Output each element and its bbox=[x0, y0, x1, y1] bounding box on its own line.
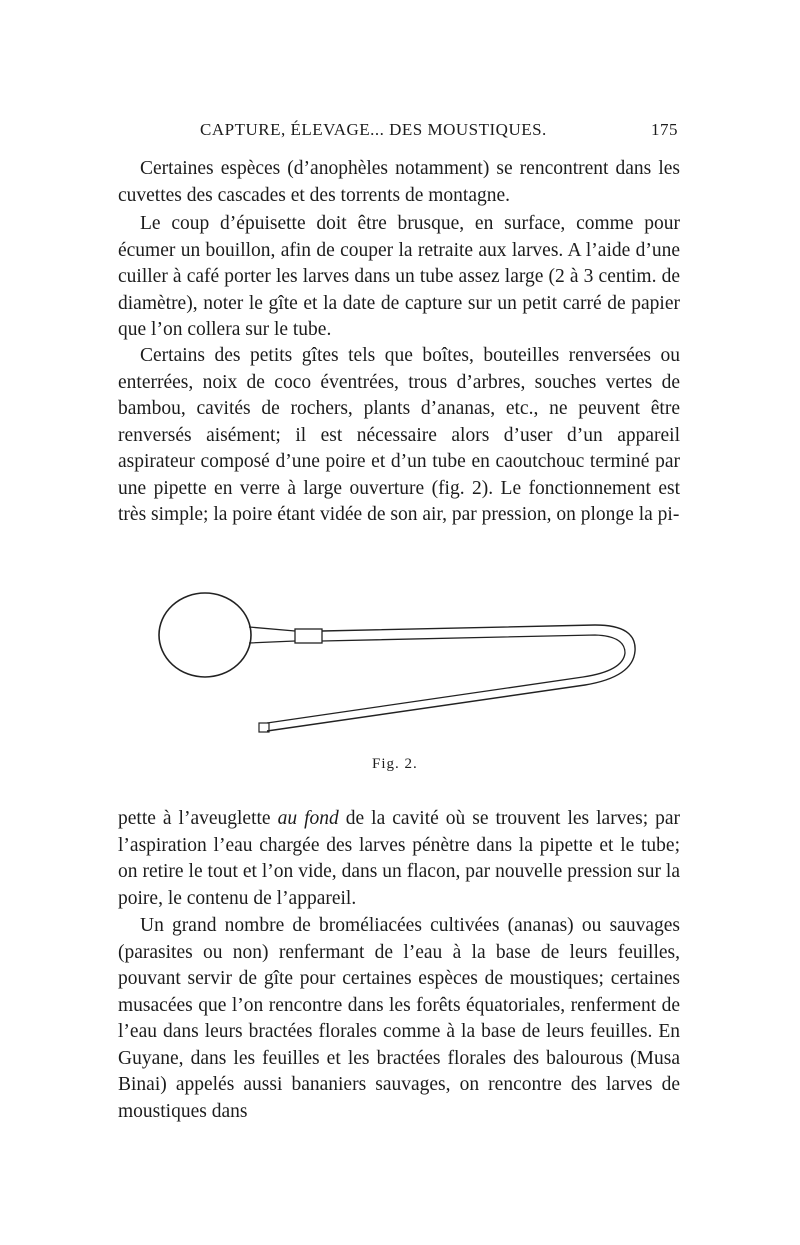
paragraph-5: Un grand nombre de broméliacées cultivées (ananas) ou sauvages (parasites ou non) renfermant de l’eau à la base de leurs feuilles, pouvant servir de gîte pour certaines espèces de moustiques; certaines musacées que l’on rencontre dans les forêts équatoriales, renferment de l’eau dans leurs bractées florales comme à la base de leurs feuilles. En Guyane, dans les feuilles et les bractées florales des balourous (Musa Binai) appelés aussi bananiers sauvages, on rencontre des larves de moustiques dans bbox=[118, 915, 680, 1122]
bulb-shape bbox=[159, 593, 251, 677]
page-number: 175 bbox=[651, 120, 678, 139]
running-header bbox=[118, 120, 678, 146]
paragraph-3: Certains des petits gîtes tels que boîtes, bouteilles renversées ou enterrées, noix de coco éventrées, trous d’arbres, souches vertes de bambou, cavités de rochers, plants d’ananas, etc., ne peuvent être renversés aisément; il est nécessaire alors d’user d’un appareil aspirateur composé d’une poire et d’un tube en caoutchouc terminé par une pipette en verre à large ouverture (fig. 2). Le fonctionnement est très simple; la poire étant vidée de son air, par pression, on plonge la pi- bbox=[118, 345, 680, 525]
tube-inner bbox=[267, 635, 625, 723]
paragraph-1: Certaines espèces (d’anophèles notamment) se rencontrent dans les cuvettes des cascades et des torrents de montagne. bbox=[118, 158, 680, 206]
paragraph-4 bbox=[118, 806, 680, 912]
running-title: CAPTURE, ÉLEVAGE... DES MOUSTIQUES. bbox=[200, 120, 547, 139]
p4-text-end: de la cavité où se trouvent les larves; par l’aspiration l’eau chargée des larves pénètre dans la pipette et le tube; on retire le tout et l’on vide, dans un flacon, par nouvelle pression sur la poire, le contenu de l’appareil. bbox=[118, 808, 681, 909]
connector bbox=[295, 629, 322, 643]
p4-italic: au fond bbox=[277, 808, 339, 829]
aspirator-figure bbox=[155, 585, 645, 745]
figure-caption: Fig. 2. bbox=[372, 756, 418, 772]
p4-text-start: pette à l’aveuglette bbox=[118, 808, 278, 829]
paragraph-2: Le coup d’épuisette doit être brusque, en surface, comme pour écumer un bouillon, afin de couper la retraite aux larves. A l’aide d’une cuiller à café porter les larves dans un tube assez large (2 à 3 centim. de diamètre), noter le gîte et la date de capture sur un petit carré de papier que l’on collera sur le tube. bbox=[118, 213, 680, 340]
bulb-neck bbox=[249, 627, 295, 643]
